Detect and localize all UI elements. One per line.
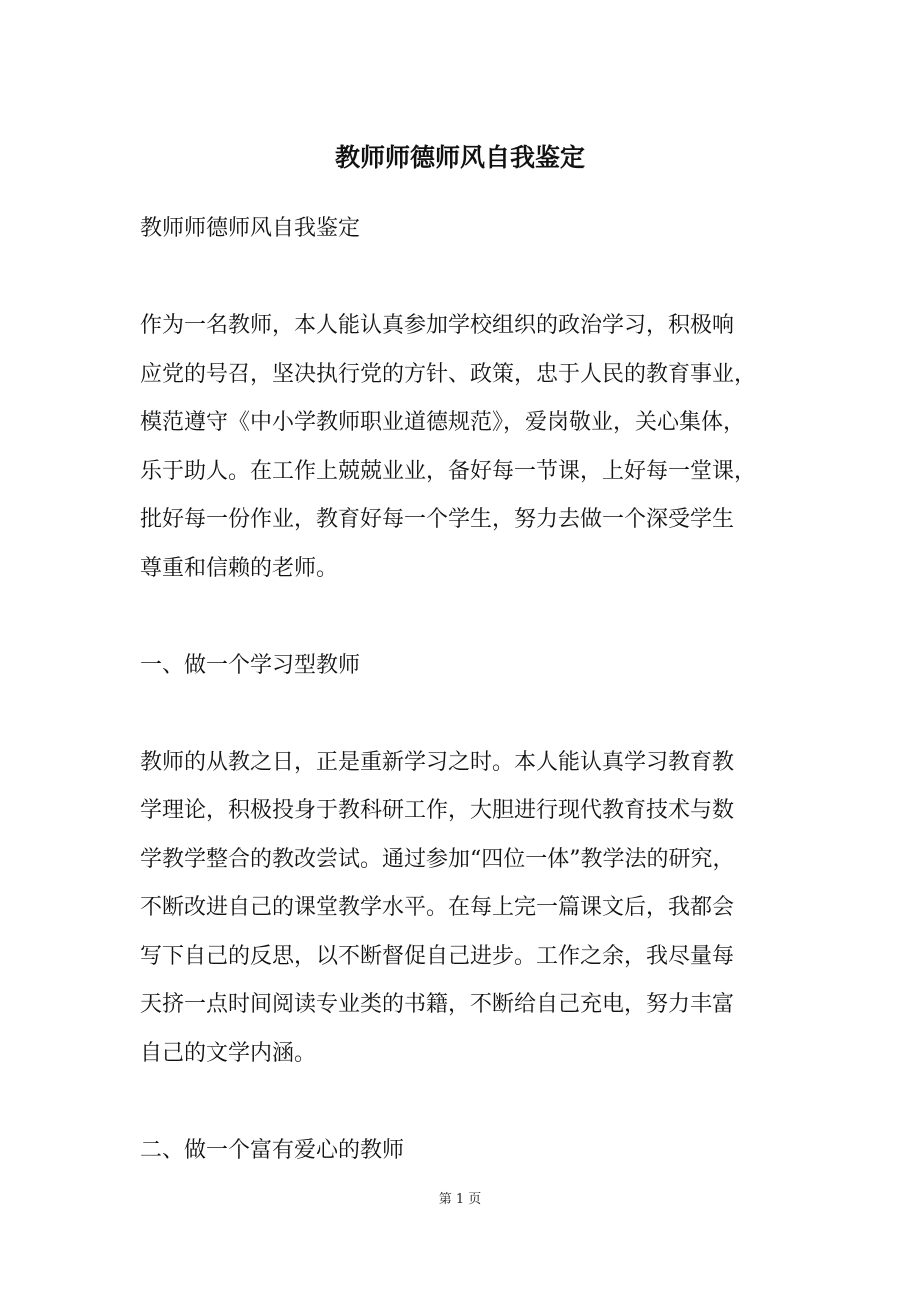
- paragraph-line: 应党的号召，坚决执行党的方针、政策，忠于人民的教育事业，: [140, 361, 757, 387]
- paragraph-line: 作为一名教师，本人能认真参加学校组织的政治学习，积极响: [140, 313, 735, 338]
- paragraph-line: 学教学整合的教改尝试。通过参加“四位一体”教学法的研究，: [140, 846, 735, 872]
- paragraph-line: 批好每一份作业，教育好每一个学生，努力去做一个深受学生: [140, 507, 735, 532]
- paragraph-line: 写下自己的反思，以不断督促自己进步。工作之余，我尽量每: [140, 943, 735, 969]
- section-heading-1: 一、做一个学习型教师: [140, 652, 361, 678]
- paragraph-line: 教师的从教之日，正是重新学习之时。本人能认真学习教育教: [140, 749, 735, 775]
- paragraph-line: 天挤一点时间阅读专业类的书籍，不断给自己充电，努力丰富: [140, 992, 735, 1017]
- paragraph-line: 模范遵守《中小学教师职业道德规范》，爱岗敬业，关心集体，: [140, 410, 746, 435]
- paragraph-line: 学理论，积极投身于教科研工作，大胆进行现代教育技术与数: [140, 798, 735, 823]
- document-subtitle: 教师师德师风自我鉴定: [140, 216, 361, 241]
- paragraph-line: 尊重和信赖的老师。: [140, 555, 339, 581]
- paragraph-line: 乐于助人。在工作上兢兢业业，备好每一节课，上好每一堂课，: [140, 458, 757, 484]
- paragraph-spacer: [140, 1078, 790, 1127]
- document-body: [140, 205, 790, 1175]
- paragraph-learning: [140, 739, 790, 1079]
- paragraph-spacer: [140, 254, 790, 303]
- paragraph-line: 不断改进自己的课堂教学水平。在每上完一篇课文后，我都会: [140, 895, 735, 920]
- paragraph-intro: [140, 302, 790, 593]
- paragraph-line: 自己的文学内涵。: [140, 1040, 317, 1066]
- paragraph-spacer: [140, 593, 790, 642]
- section-heading-2: 二、做一个富有爱心的教师: [140, 1137, 405, 1163]
- document-title: 教师师德师风自我鉴定: [334, 143, 585, 172]
- paragraph-spacer: [140, 690, 790, 739]
- page-number: 第 1 页: [438, 1192, 482, 1207]
